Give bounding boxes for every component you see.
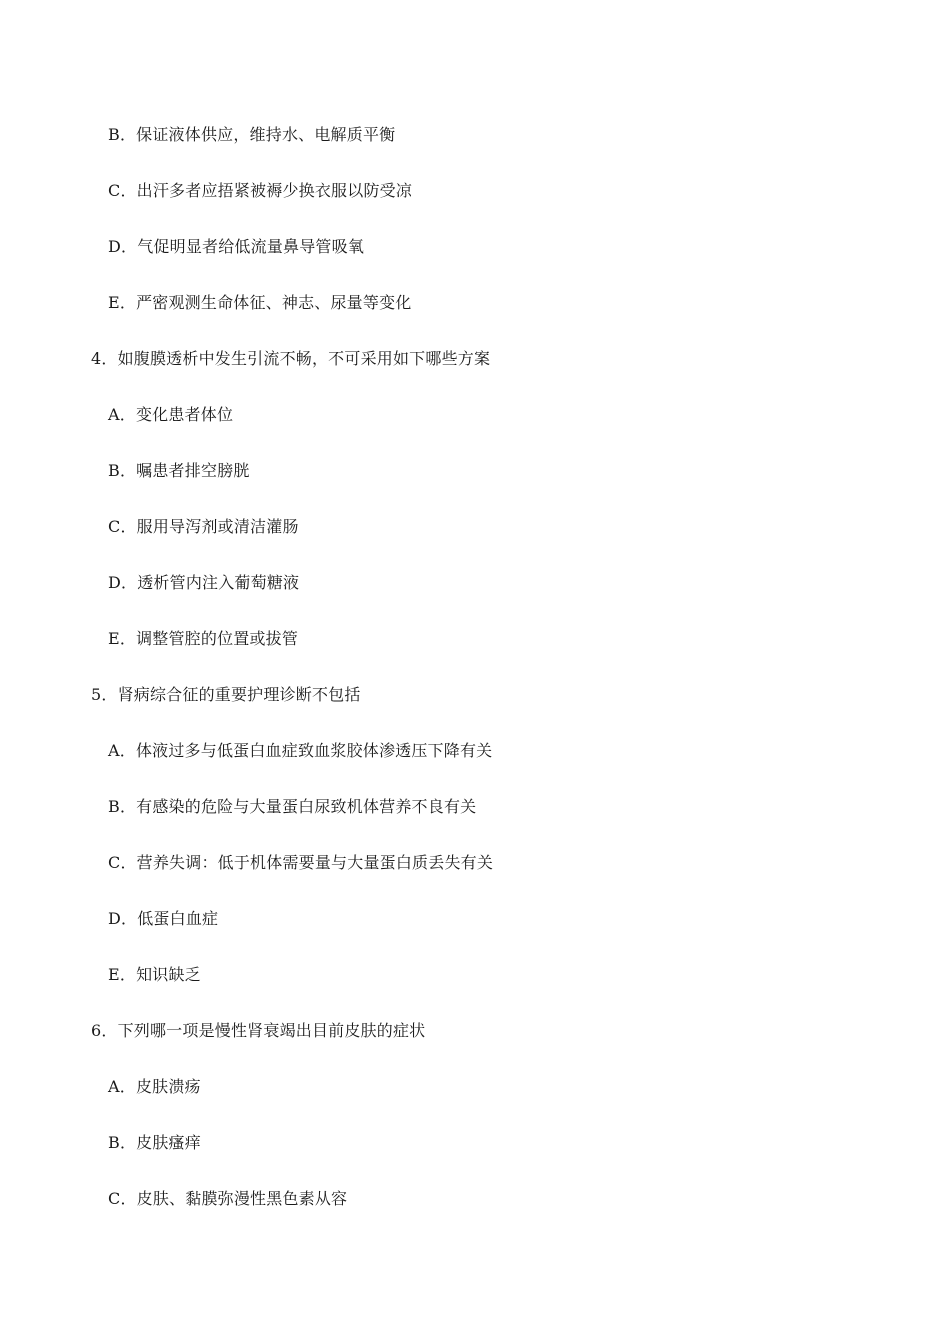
option-4c: C．服用导泻剂或清洁灌肠 bbox=[108, 517, 299, 536]
option-5d: D．低蛋白血症 bbox=[108, 909, 219, 928]
option-6b: B．皮肤瘙痒 bbox=[108, 1133, 201, 1152]
option-4a: A．变化患者体位 bbox=[108, 405, 234, 424]
option-5e: E．知识缺乏 bbox=[108, 965, 201, 984]
option-3b: B．保证液体供应，维持水、电解质平衡 bbox=[108, 125, 396, 144]
option-4d: D．透析管内注入葡萄糖液 bbox=[108, 573, 300, 592]
option-6c: C．皮肤、黏膜弥漫性黑色素从容 bbox=[108, 1189, 348, 1208]
option-4e: E．调整管腔的位置或拔管 bbox=[108, 629, 299, 648]
option-6a: A．皮肤溃疡 bbox=[108, 1077, 201, 1096]
option-4b: B．嘱患者排空膀胱 bbox=[108, 461, 250, 480]
question-6: 6．下列哪一项是慢性肾衰竭出目前皮肤的症状 bbox=[91, 1021, 426, 1040]
option-5b: B．有感染的危险与大量蛋白尿致机体营养不良有关 bbox=[108, 797, 477, 816]
question-5: 5．肾病综合征的重要护理诊断不包括 bbox=[91, 685, 361, 704]
option-5a: A．体液过多与低蛋白血症致血浆胶体渗透压下降有关 bbox=[108, 741, 493, 760]
option-3c: C．出汗多者应捂紧被褥少换衣服以防受凉 bbox=[108, 181, 413, 200]
question-4: 4．如腹膜透析中发生引流不畅，不可采用如下哪些方案 bbox=[91, 349, 491, 368]
option-3d: D．气促明显者给低流量鼻导管吸氧 bbox=[108, 237, 365, 256]
option-3e: E．严密观测生命体征、神志、尿量等变化 bbox=[108, 293, 412, 312]
option-5c: C．营养失调：低于机体需要量与大量蛋白质丢失有关 bbox=[108, 853, 494, 872]
